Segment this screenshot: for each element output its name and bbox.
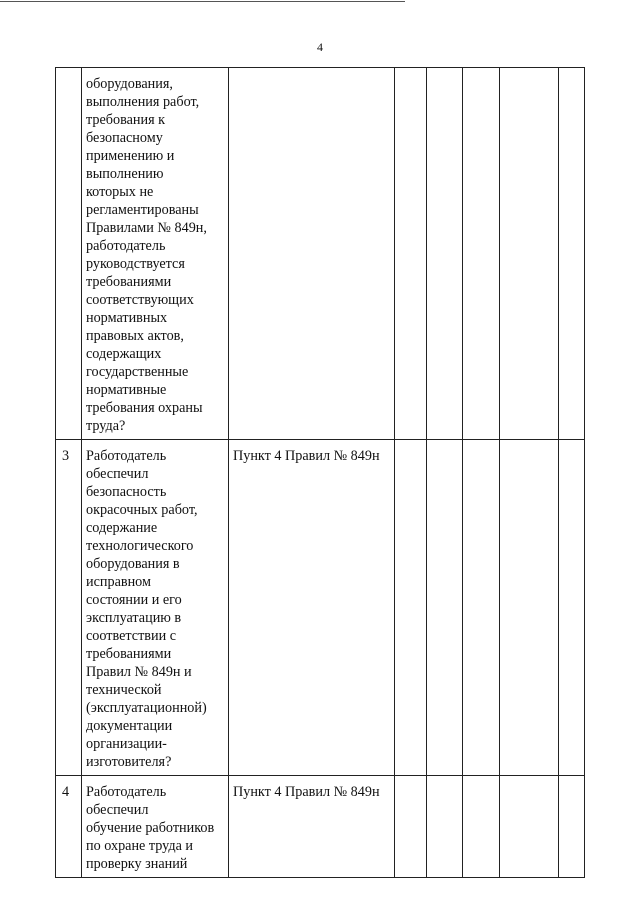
answer-not-applicable-cell[interactable] — [463, 440, 500, 776]
page-number: 4 — [317, 40, 323, 54]
reference-cell: Пункт 4 Правил № 849н — [229, 776, 395, 878]
answer-no-cell[interactable] — [427, 68, 463, 440]
remarks-cell[interactable] — [500, 776, 559, 878]
answer-not-applicable-cell[interactable] — [463, 776, 500, 878]
table-row — [56, 440, 585, 776]
reference-cell — [229, 68, 395, 440]
row-number-cell: 4 — [56, 776, 82, 878]
answer-not-applicable-cell[interactable] — [463, 68, 500, 440]
row-number-cell — [56, 68, 82, 440]
question-cell: Работодатель обеспечил обучение работников по охране труда и проверку знаний — [82, 776, 229, 878]
question-cell: оборудования, выполнения работ, требования к безопасному применению и выполнению которых не регламентированы Правилами № 849н, работодатель руководствуется требованиями соответствующих нормативных правовых актов, содержащих государственные нормативные требования охраны труда? — [82, 68, 229, 440]
extra-cell[interactable] — [559, 68, 585, 440]
answer-yes-cell[interactable] — [395, 440, 427, 776]
table-row — [56, 68, 585, 440]
remarks-cell[interactable] — [500, 68, 559, 440]
table-row — [56, 776, 585, 878]
extra-cell[interactable] — [559, 776, 585, 878]
scan-edge-line — [0, 1, 405, 2]
question-cell: Работодатель обеспечил безопасность окрасочных работ, содержание технологического оборудования в исправном состоянии и его эксплуатацию в соответствии с требованиями Правил № 849н и технической (эксплуатационной) документации организации- изготовителя? — [82, 440, 229, 776]
remarks-cell[interactable] — [500, 440, 559, 776]
checklist-table — [55, 67, 585, 878]
answer-no-cell[interactable] — [427, 776, 463, 878]
answer-no-cell[interactable] — [427, 440, 463, 776]
answer-yes-cell[interactable] — [395, 68, 427, 440]
extra-cell[interactable] — [559, 440, 585, 776]
row-number-cell: 3 — [56, 440, 82, 776]
reference-cell: Пункт 4 Правил № 849н — [229, 440, 395, 776]
answer-yes-cell[interactable] — [395, 776, 427, 878]
